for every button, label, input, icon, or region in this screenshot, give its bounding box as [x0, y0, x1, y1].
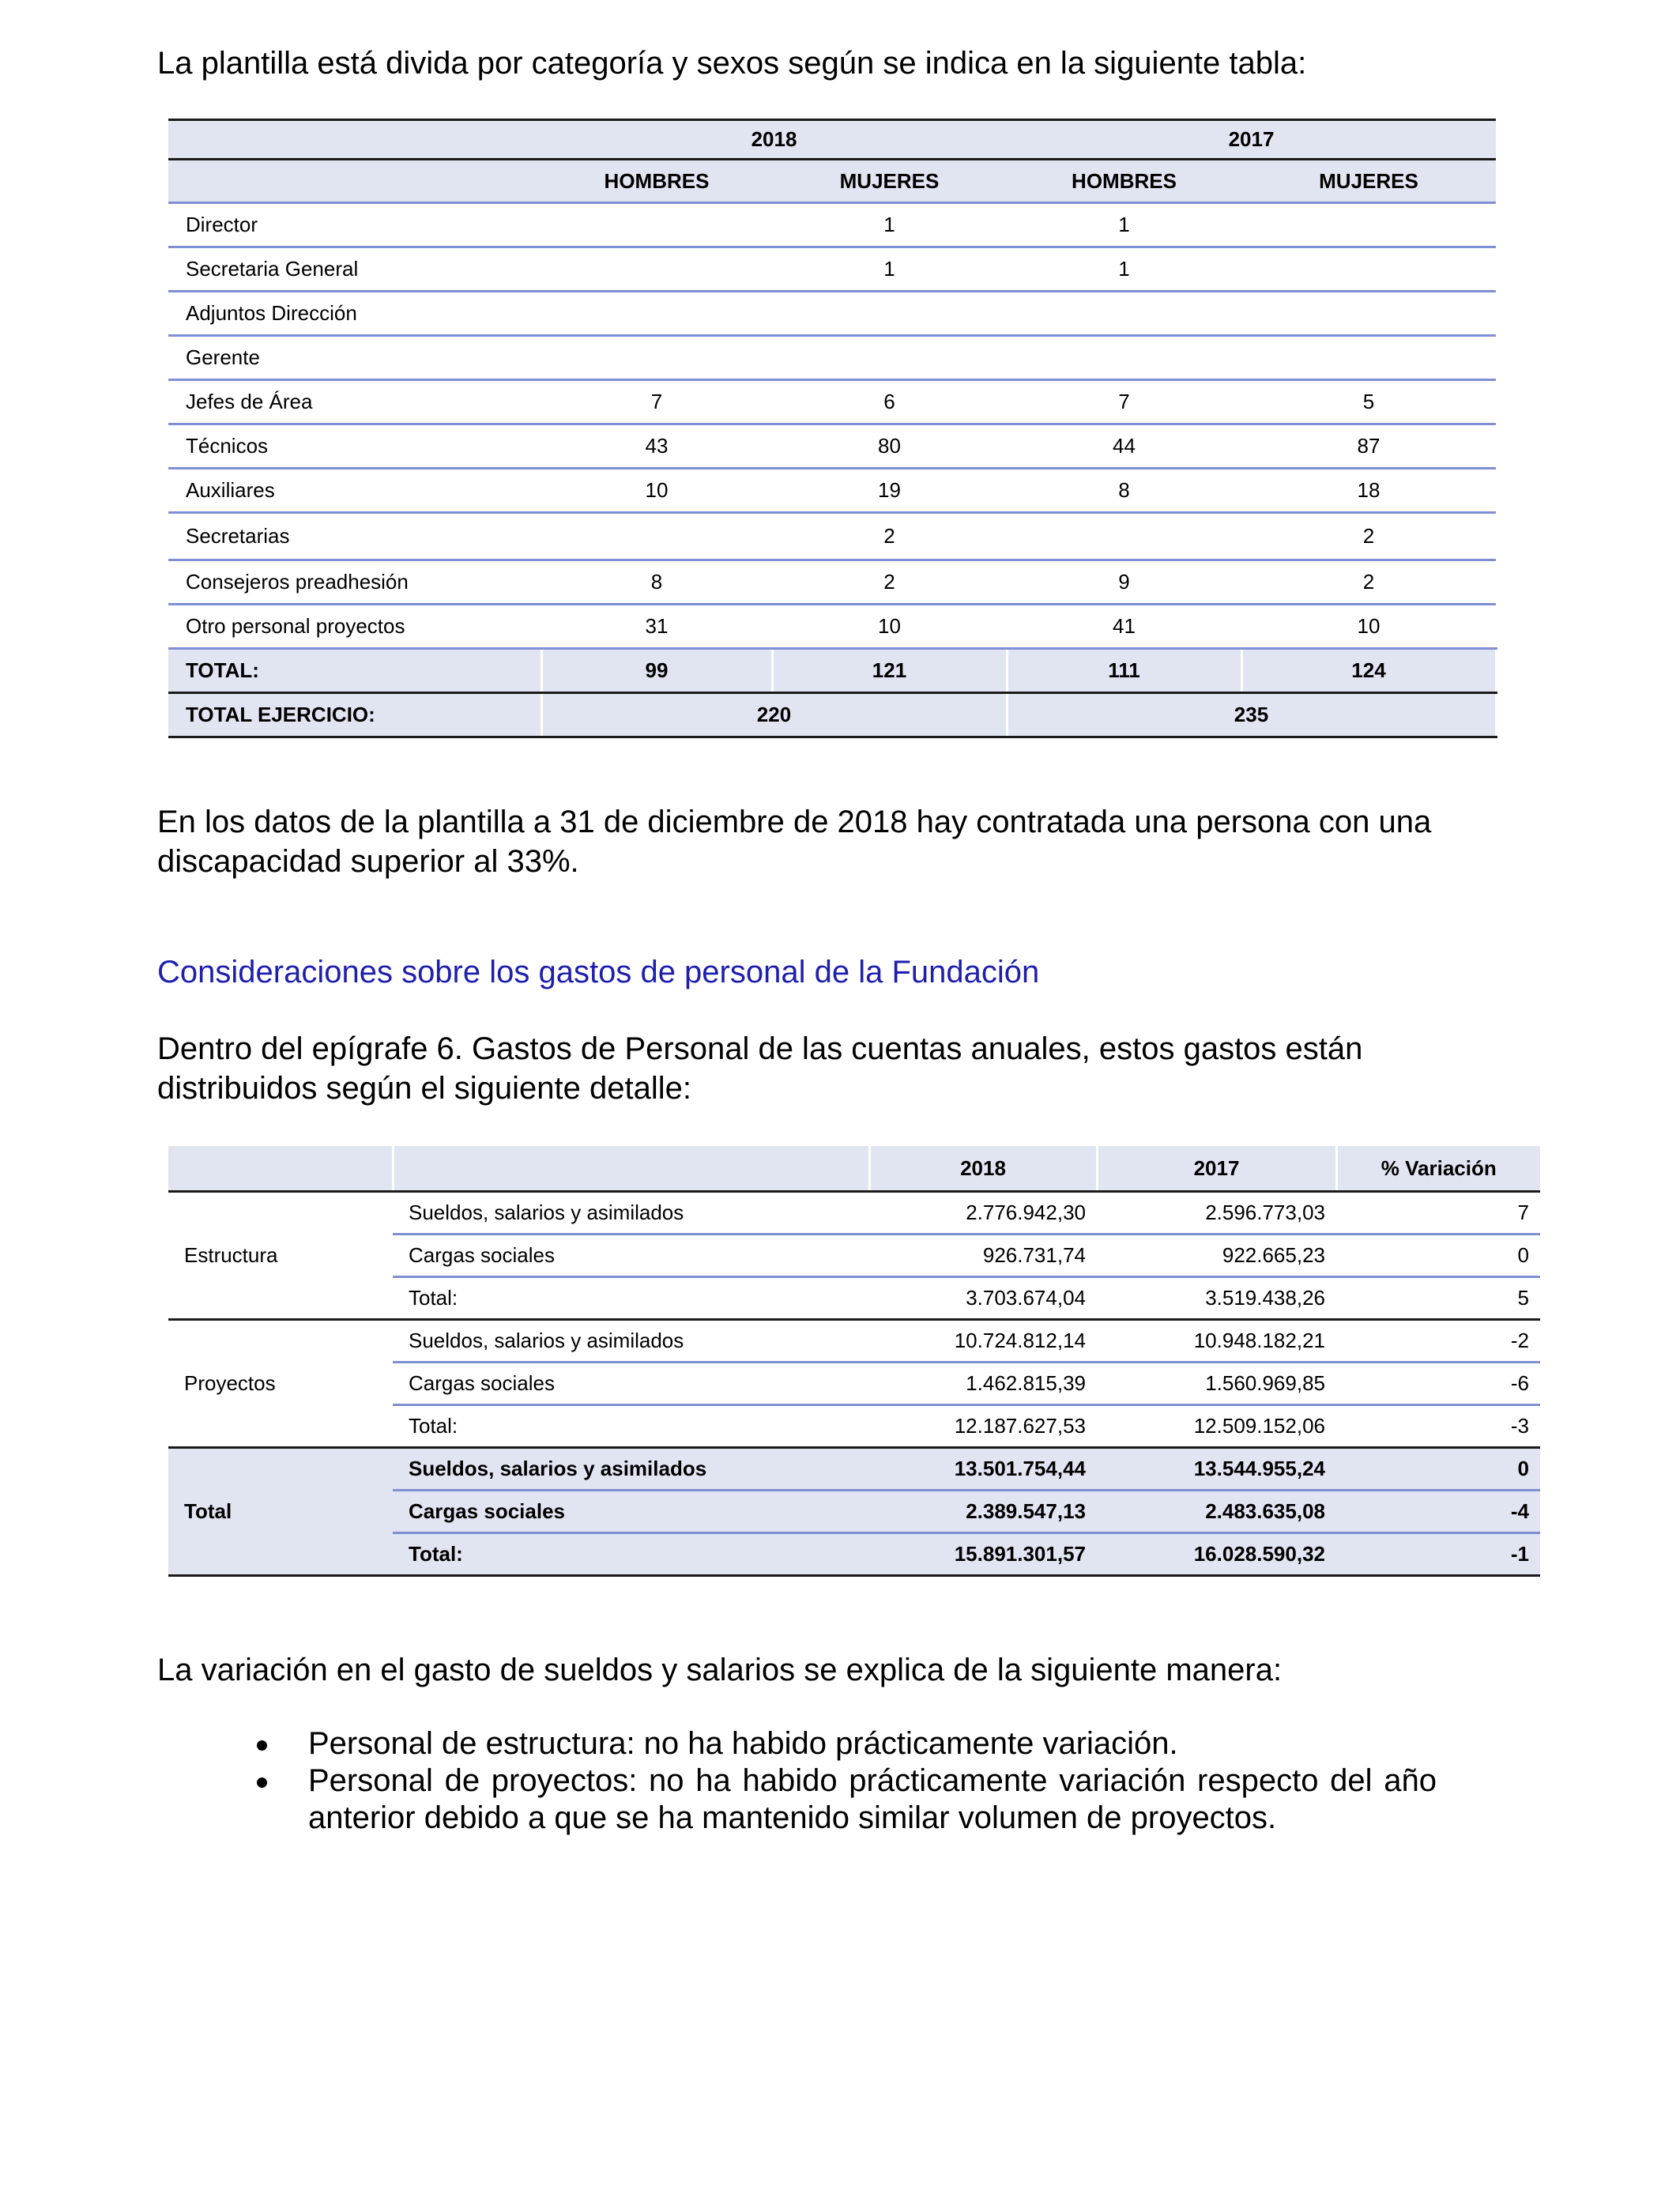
cell-value: 10: [1241, 605, 1496, 649]
row-label: Jefes de Área: [168, 380, 541, 424]
sex-header: HOMBRES: [541, 160, 772, 203]
table-row: [168, 380, 1496, 424]
expenses-header-row: [168, 1146, 1540, 1192]
cell-value: 12.509.152,06: [1097, 1405, 1336, 1448]
staff-table: [168, 119, 1497, 738]
cell-value: 7: [1007, 380, 1241, 424]
year-2018-header: 2018: [541, 120, 1007, 160]
cell-value: [1241, 336, 1496, 380]
cell-value: 8: [541, 560, 772, 605]
disability-paragraph: En los datos de la plantilla a 31 de diciembre de 2018 hay contratada una persona con una discapacidad superior al 33%.: [157, 805, 1432, 879]
cell-value: 16.028.590,32: [1097, 1533, 1336, 1576]
cell-value: 1: [1007, 203, 1241, 247]
column-header: % Variación: [1336, 1146, 1540, 1192]
cell-value: 3.519.438,26: [1097, 1277, 1336, 1320]
sex-header: MUJERES: [772, 160, 1007, 203]
cell-value: -6: [1336, 1363, 1540, 1405]
total-value: 124: [1241, 649, 1496, 693]
header-empty: [168, 160, 541, 203]
cell-value: [1241, 247, 1496, 292]
cell-value: 18: [1241, 469, 1496, 513]
variation-intro-paragraph: La variación en el gasto de sueldos y salarios se explica de la siguiente manera:: [157, 1653, 1283, 1687]
group-label: Total: [168, 1448, 393, 1576]
cell-value: [1007, 513, 1241, 560]
cell-value: 1: [1007, 247, 1241, 292]
cell-value: 2.596.773,03: [1097, 1192, 1336, 1235]
cell-value: 13.501.754,44: [869, 1448, 1097, 1491]
total-ejercicio-value: 220: [541, 693, 1007, 737]
row-label: Director: [168, 203, 541, 247]
list-item: [247, 1725, 1437, 1762]
cell-value: [1241, 203, 1496, 247]
cell-value: [1007, 336, 1241, 380]
row-label: Auxiliares: [168, 469, 541, 513]
variation-list: [247, 1725, 1437, 1837]
table-row: [168, 203, 1496, 247]
cell-value: 31: [541, 605, 772, 649]
row-label: Total:: [393, 1533, 869, 1576]
row-label: Total:: [393, 1277, 869, 1320]
cell-value: 2: [1241, 560, 1496, 605]
cell-value: 10.948.182,21: [1097, 1320, 1336, 1363]
row-label: Sueldos, salarios y asimilados: [393, 1192, 869, 1235]
cell-value: [541, 292, 772, 336]
expenses-intro-paragraph: Dentro del epígrafe 6. Gastos de Personal de las cuentas anuales, estos gastos están distribuidos según el siguiente detalle:: [157, 1031, 1363, 1106]
cell-value: [541, 247, 772, 292]
cell-value: 0: [1336, 1448, 1540, 1491]
cell-value: 1: [772, 203, 1007, 247]
row-label: Cargas sociales: [393, 1235, 869, 1277]
list-item-text: Personal de estructura: no ha habido prácticamente variación.: [308, 1726, 1178, 1761]
sex-header: MUJERES: [1241, 160, 1496, 203]
table-row: [168, 1320, 1540, 1363]
bullet-icon: [257, 1777, 267, 1788]
cell-value: 15.891.301,57: [869, 1533, 1097, 1576]
table-row: [168, 469, 1496, 513]
cell-value: 2: [1241, 513, 1496, 560]
cell-value: 926.731,74: [869, 1235, 1097, 1277]
cell-value: 1.560.969,85: [1097, 1363, 1336, 1405]
year-2017-header: 2017: [1007, 120, 1496, 160]
row-label: Cargas sociales: [393, 1491, 869, 1533]
row-label: Gerente: [168, 336, 541, 380]
cell-value: 80: [772, 424, 1007, 469]
cell-value: 43: [541, 424, 772, 469]
cell-value: 41: [1007, 605, 1241, 649]
total-label: TOTAL:: [168, 649, 541, 693]
column-header: 2018: [869, 1146, 1097, 1192]
list-item-text: Personal de proyectos: no ha habido prácticamente variación respecto del año anterior debido a que se ha mantenido similar volumen de proyectos.: [308, 1763, 1437, 1835]
cell-value: 8: [1007, 469, 1241, 513]
cell-value: 2.776.942,30: [869, 1192, 1097, 1235]
cell-value: [541, 336, 772, 380]
cell-value: 10.724.812,14: [869, 1320, 1097, 1363]
cell-value: -3: [1336, 1405, 1540, 1448]
total-value: 121: [772, 649, 1007, 693]
table-row: [168, 292, 1496, 336]
table-row: [168, 605, 1496, 649]
cell-value: 6: [772, 380, 1007, 424]
section-heading: Consideraciones sobre los gastos de personal de la Fundación: [157, 955, 1040, 990]
cell-value: 1.462.815,39: [869, 1363, 1097, 1405]
total-row: [168, 649, 1496, 693]
total-ejercicio-value: 235: [1007, 693, 1496, 737]
total-value: 99: [541, 649, 772, 693]
cell-value: 10: [772, 605, 1007, 649]
row-label: Secretaria General: [168, 247, 541, 292]
row-label: Técnicos: [168, 424, 541, 469]
table-row: [168, 1192, 1540, 1235]
cell-value: 2: [772, 560, 1007, 605]
cell-value: [541, 513, 772, 560]
row-label: Cargas sociales: [393, 1363, 869, 1405]
cell-value: 2.389.547,13: [869, 1491, 1097, 1533]
header-empty: [168, 120, 541, 160]
row-label: Sueldos, salarios y asimilados: [393, 1320, 869, 1363]
total-value: 111: [1007, 649, 1241, 693]
row-label: Secretarias: [168, 513, 541, 560]
cell-value: 87: [1241, 424, 1496, 469]
expenses-table: [168, 1146, 1540, 1577]
cell-value: [1007, 292, 1241, 336]
cell-value: [541, 203, 772, 247]
cell-value: -2: [1336, 1320, 1540, 1363]
row-label: Sueldos, salarios y asimilados: [393, 1448, 869, 1491]
cell-value: 9: [1007, 560, 1241, 605]
cell-value: [772, 336, 1007, 380]
cell-value: 12.187.627,53: [869, 1405, 1097, 1448]
table-row: [168, 513, 1496, 560]
staff-year-header-row: [168, 120, 1496, 160]
sex-header: HOMBRES: [1007, 160, 1241, 203]
staff-sex-header-row: [168, 160, 1496, 203]
table-row: [168, 247, 1496, 292]
header-empty: [393, 1146, 869, 1192]
row-label: Consejeros preadhesión: [168, 560, 541, 605]
cell-value: 922.665,23: [1097, 1235, 1336, 1277]
cell-value: 5: [1336, 1277, 1540, 1320]
cell-value: 2.483.635,08: [1097, 1491, 1336, 1533]
row-label: Total:: [393, 1405, 869, 1448]
table-row: [168, 1448, 1540, 1491]
cell-value: 44: [1007, 424, 1241, 469]
total-ejercicio-row: [168, 693, 1496, 737]
column-header: 2017: [1097, 1146, 1336, 1192]
cell-value: 5: [1241, 380, 1496, 424]
header-empty: [168, 1146, 393, 1192]
total-ejercicio-label: TOTAL EJERCICIO:: [168, 693, 541, 737]
cell-value: 13.544.955,24: [1097, 1448, 1336, 1491]
cell-value: 3.703.674,04: [869, 1277, 1097, 1320]
table-row: [168, 424, 1496, 469]
cell-value: [772, 292, 1007, 336]
list-item: [247, 1762, 1437, 1837]
cell-value: 10: [541, 469, 772, 513]
table-row: [168, 560, 1496, 605]
cell-value: 7: [1336, 1192, 1540, 1235]
cell-value: 1: [772, 247, 1007, 292]
cell-value: [1241, 292, 1496, 336]
cell-value: 7: [541, 380, 772, 424]
bullet-icon: [257, 1740, 267, 1751]
cell-value: -1: [1336, 1533, 1540, 1576]
cell-value: 0: [1336, 1235, 1540, 1277]
cell-value: 2: [772, 513, 1007, 560]
cell-value: 19: [772, 469, 1007, 513]
row-label: Adjuntos Dirección: [168, 292, 541, 336]
intro-paragraph: La plantilla está divida por categoría y sexos según se indica en la siguiente tabla:: [157, 46, 1307, 81]
group-label: Estructura: [168, 1192, 393, 1320]
group-label: Proyectos: [168, 1320, 393, 1448]
row-label: Otro personal proyectos: [168, 605, 541, 649]
cell-value: -4: [1336, 1491, 1540, 1533]
table-row: [168, 336, 1496, 380]
